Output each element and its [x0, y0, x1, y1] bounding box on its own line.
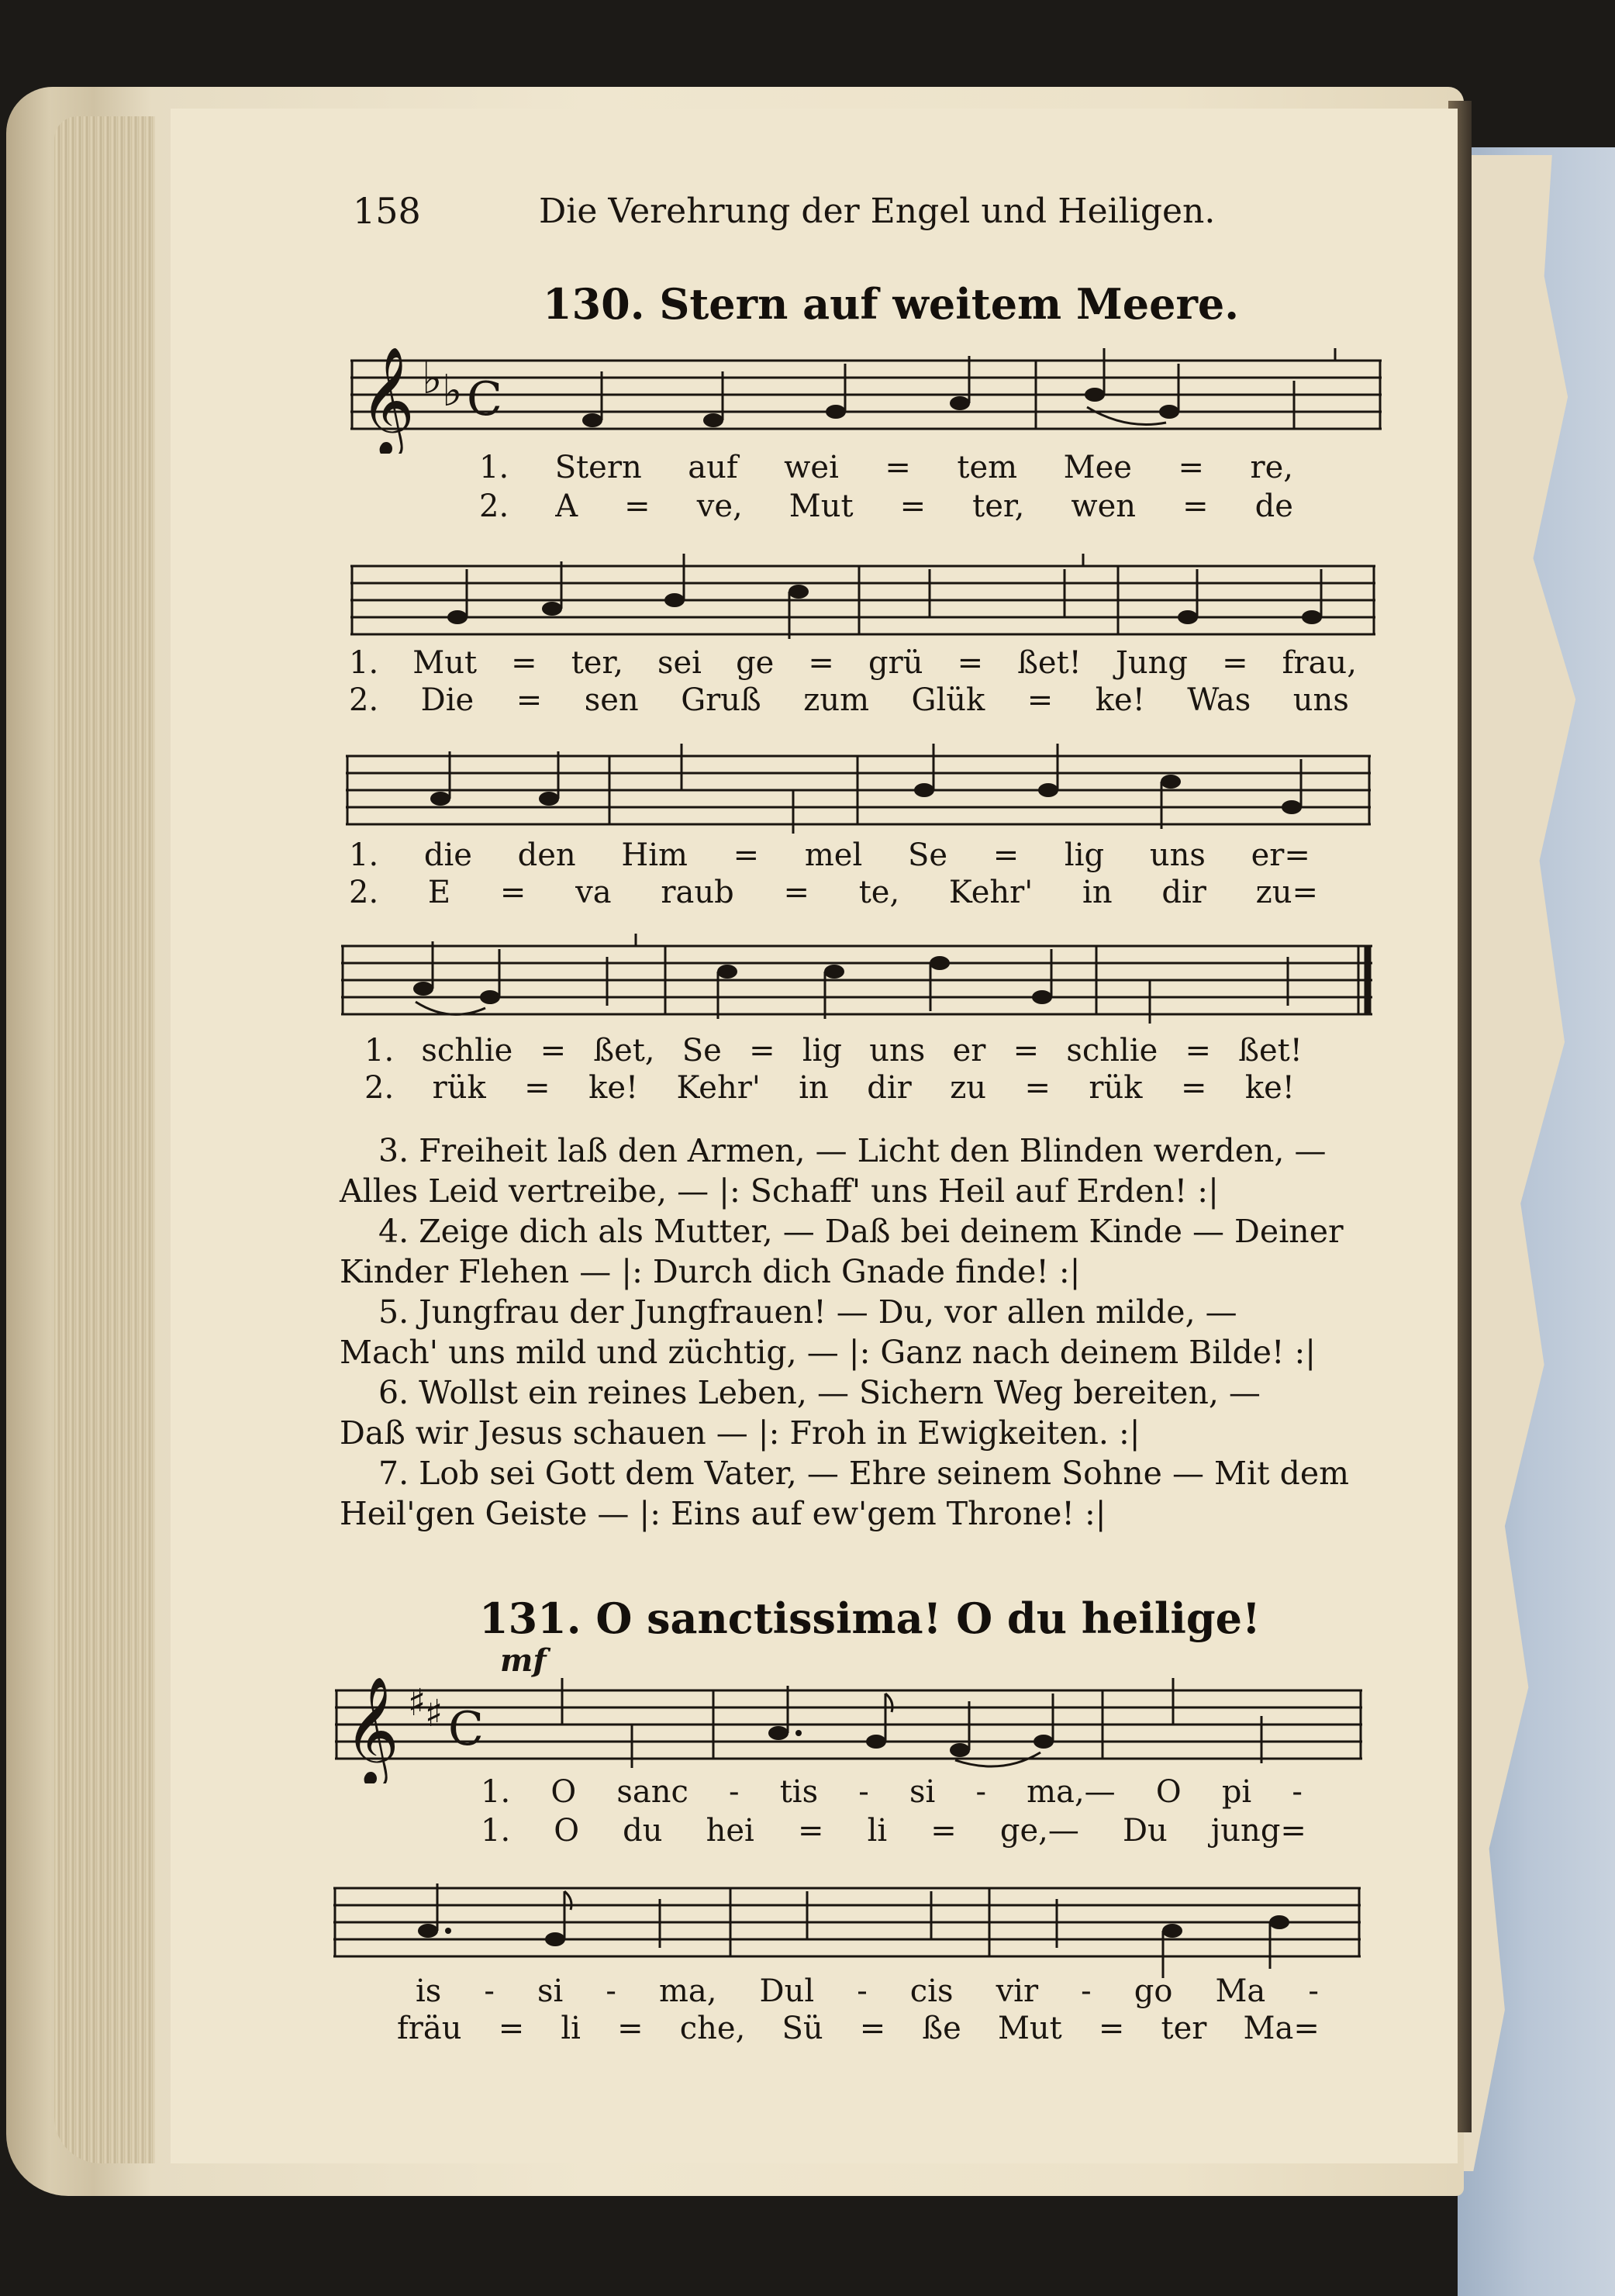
lyric-syllable: er=	[1251, 837, 1310, 873]
verse-line: Kinder Flehen — |: Durch dich Gnade finde! :|	[340, 1253, 1081, 1290]
lyric-syllable: rük	[432, 1070, 486, 1106]
lyric-syllable: li	[867, 1813, 888, 1849]
lyric-syllable: fräu	[397, 2011, 462, 2046]
lyric-syllable: ma,	[658, 1973, 717, 2009]
lyric-syllable: ke!	[1095, 682, 1145, 718]
lyric-syllable: du	[623, 1813, 663, 1849]
verse-line: 6. Wollst ein reines Leben, — Sichern Weg bereiten, —	[378, 1374, 1261, 1411]
lyric-syllable: =	[1185, 1033, 1212, 1069]
hymn-130-lyrics-3-verse-1	[349, 837, 1310, 873]
lyric-syllable: Mut	[412, 645, 478, 681]
lyric-syllable: =	[930, 1813, 957, 1849]
lyric-syllable: 2.	[349, 875, 379, 910]
hymn-130-staff-4	[341, 930, 1380, 1039]
lyric-syllable: =	[797, 1813, 824, 1849]
lyric-syllable: 1.	[349, 837, 379, 873]
lyric-syllable: dir	[1161, 875, 1206, 910]
verse-line: Daß wir Jesus schauen — |: Froh in Ewigkeiten. :|	[340, 1414, 1141, 1452]
svg-text:♭: ♭	[442, 366, 463, 416]
lyric-syllable: zu=	[1255, 875, 1318, 910]
svg-text:♭: ♭	[422, 354, 443, 404]
lyric-syllable: E	[427, 875, 451, 910]
lyric-syllable: uns	[869, 1033, 926, 1069]
lyric-syllable: =	[516, 682, 543, 718]
svg-text:𝄞: 𝄞	[360, 347, 415, 454]
lyric-syllable: ße	[922, 2011, 961, 2046]
lyric-syllable: -	[729, 1774, 740, 1810]
lyric-syllable: hei	[706, 1813, 754, 1849]
hymn-131-lyrics-1-verse-1	[481, 1774, 1303, 1810]
lyric-syllable: 1.	[481, 1813, 511, 1849]
hymn-130-staff-3	[346, 741, 1385, 849]
lyric-syllable: -	[975, 1774, 986, 1810]
lyric-syllable: =	[624, 489, 650, 524]
lyric-syllable: ge	[736, 645, 775, 681]
lyric-syllable: li	[561, 2011, 581, 2046]
lyric-syllable: 1.	[364, 1033, 395, 1069]
lyric-syllable: auf	[688, 450, 738, 485]
lyric-syllable: -	[606, 1973, 616, 2009]
lyric-syllable: O	[1155, 1774, 1182, 1810]
lyric-syllable: dir	[867, 1070, 912, 1106]
lyric-syllable: =	[1098, 2011, 1125, 2046]
lyric-syllable: =	[1182, 489, 1209, 524]
svg-text:𝄞: 𝄞	[344, 1676, 399, 1783]
lyric-syllable: Ma=	[1243, 2011, 1320, 2046]
lyric-syllable: uns	[1149, 837, 1206, 873]
lyric-syllable: wei	[784, 450, 839, 485]
lyric-syllable: grü	[868, 645, 923, 681]
lyric-syllable: Sü	[782, 2011, 823, 2046]
lyric-syllable: O	[554, 1813, 580, 1849]
verse-line: Heil'gen Geiste — |: Eins auf ew'gem Throne! :|	[340, 1495, 1106, 1532]
verse-line: Mach' uns mild und züchtig, — |: Ganz nach deinem Bilde! :|	[340, 1334, 1317, 1371]
lyric-syllable: er	[952, 1033, 986, 1069]
lyric-syllable: =	[1178, 450, 1204, 485]
lyric-syllable: rük	[1089, 1070, 1143, 1106]
lyric-syllable: =	[511, 645, 537, 681]
lyric-syllable: ßet!	[1238, 1033, 1303, 1069]
verse-line: 5. Jungfrau der Jungfrauen! — Du, vor allen milde, —	[378, 1293, 1237, 1331]
lyric-syllable: -	[484, 1973, 495, 2009]
lyric-syllable: Se	[682, 1033, 722, 1069]
lyric-syllable: lig	[1064, 837, 1105, 873]
lyric-syllable: 2.	[479, 489, 509, 524]
svg-text:♯: ♯	[408, 1681, 426, 1725]
hymn-130-title: 130. Stern auf weitem Meere.	[543, 279, 1240, 329]
verse-line: Alles Leid vertreibe, — |: Schaff' uns Heil auf Erden! :|	[340, 1172, 1219, 1210]
lyric-syllable: =	[1180, 1070, 1207, 1106]
dynamic-marking: mf	[500, 1642, 547, 1679]
hymn-130-lyrics-1-verse-1	[479, 450, 1293, 485]
lyric-syllable: =	[783, 875, 809, 910]
lyric-syllable: ter,	[571, 645, 623, 681]
lyric-syllable: de	[1254, 489, 1293, 524]
lyric-syllable: Dul	[759, 1973, 815, 2009]
hymn-131-lyrics-2-verse-1	[416, 1973, 1319, 2009]
lyric-syllable: =	[1222, 645, 1248, 681]
lyric-syllable: -	[858, 1774, 869, 1810]
lyric-syllable: pi	[1221, 1774, 1252, 1810]
lyric-syllable: =	[859, 2011, 886, 2046]
lyric-syllable: sei	[657, 645, 702, 681]
lyric-syllable: =	[524, 1070, 550, 1106]
lyric-syllable: =	[499, 875, 526, 910]
lyric-syllable: ke!	[588, 1070, 639, 1106]
lyric-syllable: is	[416, 1973, 442, 2009]
svg-text:C: C	[467, 372, 502, 426]
lyric-syllable: 1.	[349, 645, 379, 681]
lyric-syllable: =	[498, 2011, 525, 2046]
hymn-130-verses	[340, 1131, 1371, 1534]
lyric-syllable: Jung	[1115, 645, 1188, 681]
lyric-syllable: frau,	[1282, 645, 1357, 681]
lyric-syllable: vir	[996, 1973, 1039, 2009]
svg-text:♯: ♯	[425, 1692, 443, 1735]
lyric-syllable: =	[1027, 682, 1054, 718]
lyric-syllable: ßet,	[593, 1033, 655, 1069]
lyric-syllable: uns	[1292, 682, 1349, 718]
lyric-syllable: O	[550, 1774, 577, 1810]
lyric-syllable: -	[1292, 1774, 1303, 1810]
lyric-syllable: raub	[661, 875, 734, 910]
lyric-syllable: =	[957, 645, 984, 681]
lyric-syllable: cis	[909, 1973, 954, 2009]
lyric-syllable: Ma	[1215, 1973, 1266, 2009]
lyric-syllable: Die	[420, 682, 474, 718]
svg-text:C: C	[448, 1702, 484, 1756]
page-number: 158	[353, 190, 421, 232]
lyric-syllable: ge,—	[999, 1813, 1079, 1849]
lyric-syllable: sen	[584, 682, 639, 718]
lyric-syllable: te,	[858, 875, 900, 910]
lyric-syllable: ve,	[696, 489, 743, 524]
lyric-syllable: -	[857, 1973, 868, 2009]
verse-line: 3. Freiheit laß den Armen, — Licht den Blinden werden, —	[378, 1132, 1327, 1169]
lyric-syllable: zu	[950, 1070, 987, 1106]
lyric-syllable: re,	[1250, 450, 1293, 485]
hymn-130-staff-2	[350, 551, 1389, 659]
lyric-syllable: Se	[907, 837, 948, 873]
hymn-130-lyrics-4-verse-1	[364, 1033, 1303, 1069]
verse-line: 7. Lob sei Gott dem Vater, — Ehre seinem Sohne — Mit dem	[378, 1455, 1349, 1492]
lyric-syllable: tem	[957, 450, 1018, 485]
lyric-syllable: schlie	[421, 1033, 513, 1069]
lyric-syllable: Du	[1122, 1813, 1168, 1849]
hymn-131-staff-1	[335, 1675, 1374, 1783]
lyric-syllable: ter,	[972, 489, 1025, 524]
lyric-syllable: den	[517, 837, 576, 873]
lyric-syllable: lig	[802, 1033, 843, 1069]
lyric-syllable: =	[1024, 1070, 1051, 1106]
lyric-syllable: Kehr'	[948, 875, 1034, 910]
lyric-syllable: si	[909, 1774, 936, 1810]
lyric-syllable: sanc	[616, 1774, 688, 1810]
hymn-130-lyrics-1-verse-2	[479, 489, 1293, 524]
hymn-131-staff-2	[333, 1873, 1372, 1981]
lyric-syllable: 2.	[349, 682, 379, 718]
lyric-syllable: 2.	[364, 1070, 395, 1106]
lyric-syllable: Glük	[911, 682, 985, 718]
lyric-syllable: -	[1081, 1973, 1092, 2009]
lyric-syllable: ter	[1161, 2011, 1207, 2046]
running-head	[353, 190, 1361, 244]
lyric-syllable: ma,—	[1027, 1774, 1116, 1810]
lyric-syllable: Kehr'	[676, 1070, 761, 1106]
hymn-130-lyrics-3-verse-2	[349, 875, 1318, 910]
verse-line: 4. Zeige dich als Mutter, — Daß bei deinem Kinde — Deiner	[378, 1213, 1344, 1250]
lyric-syllable: ßet!	[1017, 645, 1082, 681]
lyric-syllable: =	[540, 1033, 567, 1069]
lyric-syllable: 1.	[479, 450, 509, 485]
hymn-130-lyrics-2-verse-1	[349, 645, 1357, 681]
lyric-syllable: che,	[679, 2011, 746, 2046]
lyric-syllable: =	[992, 837, 1020, 873]
lyric-syllable: wen	[1071, 489, 1137, 524]
lyric-syllable: schlie	[1066, 1033, 1158, 1069]
lyric-syllable: Him	[621, 837, 688, 873]
lyric-syllable: Mut	[997, 2011, 1062, 2046]
hymn-131-lyrics-2-verse-2	[397, 2011, 1320, 2046]
page-edges	[54, 116, 155, 2163]
lyric-syllable: Mee	[1063, 450, 1132, 485]
lyric-syllable: =	[1013, 1033, 1040, 1069]
lyric-syllable: ke!	[1244, 1070, 1295, 1106]
lyric-syllable: va	[575, 875, 612, 910]
lyric-syllable: Mut	[789, 489, 854, 524]
hymn-131-lyrics-1-verse-2	[481, 1813, 1306, 1849]
lyric-syllable: Gruß	[681, 682, 761, 718]
hymn-131-title: 131. O sanctissima! O du heilige!	[479, 1593, 1261, 1643]
lyric-syllable: =	[808, 645, 834, 681]
hymn-130-lyrics-4-verse-2	[364, 1070, 1295, 1106]
lyric-syllable: Stern	[554, 450, 642, 485]
hymn-130-staff-1	[350, 345, 1389, 454]
lyric-syllable: =	[899, 489, 927, 524]
lyric-syllable: in	[799, 1070, 829, 1106]
lyric-syllable: =	[749, 1033, 775, 1069]
lyric-syllable: si	[537, 1973, 564, 2009]
lyric-syllable: go	[1134, 1973, 1173, 2009]
lyric-syllable: in	[1082, 875, 1113, 910]
lyric-syllable: jung=	[1210, 1813, 1306, 1849]
lyric-syllable: zum	[803, 682, 870, 718]
lyric-syllable: A	[555, 489, 578, 524]
lyric-syllable: tis	[779, 1774, 819, 1810]
lyric-syllable: -	[1308, 1973, 1319, 2009]
lyric-syllable: die	[423, 837, 472, 873]
running-title: Die Verehrung der Engel und Heiligen.	[539, 192, 1216, 231]
lyric-syllable: mel	[804, 837, 863, 873]
lyric-syllable: 1.	[481, 1774, 511, 1810]
lyric-syllable: =	[617, 2011, 644, 2046]
lyric-syllable: Was	[1187, 682, 1251, 718]
lyric-syllable: =	[885, 450, 911, 485]
lyric-syllable: =	[733, 837, 760, 873]
hymn-130-lyrics-2-verse-2	[349, 682, 1349, 718]
